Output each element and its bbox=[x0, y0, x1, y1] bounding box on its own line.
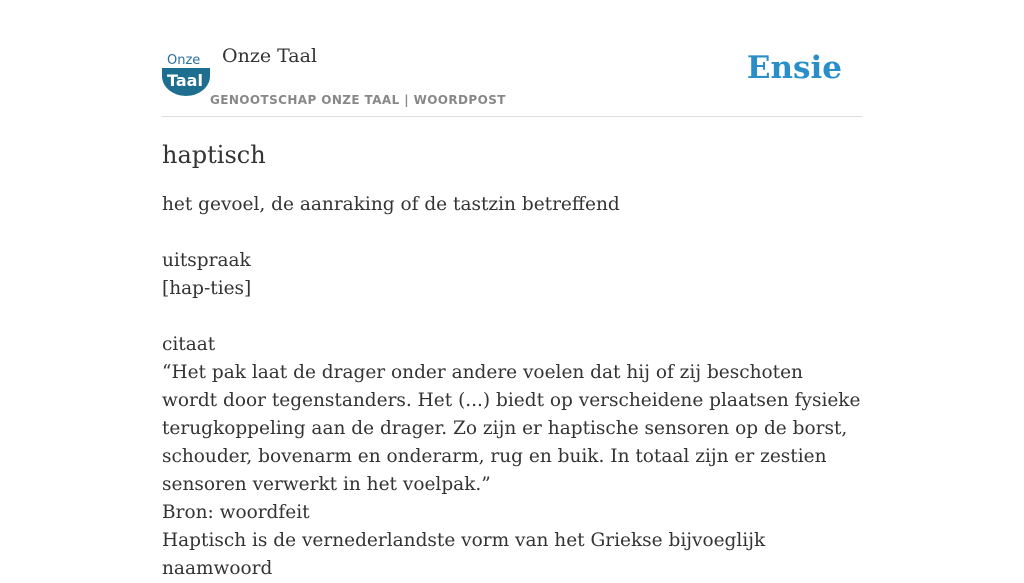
entry-card bbox=[162, 38, 862, 583]
logo-text-top: Onze bbox=[167, 53, 201, 68]
onze-taal-logo[interactable] bbox=[162, 52, 210, 96]
site-name[interactable]: Onze Taal bbox=[222, 45, 318, 67]
entry-definition: het gevoel, de aanraking of de tastzin betreffend bbox=[162, 194, 620, 215]
pronunciation-value: [hap-ties] bbox=[162, 278, 252, 299]
entry-header bbox=[162, 38, 862, 117]
site-subtitle: GENOOTSCHAP ONZE TAAL | WOORDPOST bbox=[210, 93, 506, 107]
entry-etymology: Haptisch is de vernederlandste vorm van het Griekse bijvoeglijk naamwoord bbox=[162, 530, 766, 579]
logo-text-bottom: Taal bbox=[167, 71, 203, 90]
ensie-brand-link[interactable]: Ensie bbox=[746, 50, 842, 86]
pronunciation-label: uitspraak bbox=[162, 250, 251, 271]
entry-title: haptisch bbox=[162, 141, 266, 169]
quote-label: citaat bbox=[162, 334, 216, 355]
quote-source: Bron: woordfeit bbox=[162, 502, 310, 523]
spacer bbox=[162, 219, 862, 247]
quote-text: “Het pak laat de drager onder andere voelen dat hij of zij beschoten wordt door tegenstanders. Het (...) biedt op verscheidene plaatsen fysieke terugkoppeling aan de drager. Zo zijn er haptische sensoren op de borst, schouder, bovenarm en onderarm, rug en buik. In totaal zijn er zestien sensoren verwerkt in het voelpak.” bbox=[162, 362, 861, 495]
spacer bbox=[162, 303, 862, 331]
entry-content bbox=[162, 191, 862, 583]
